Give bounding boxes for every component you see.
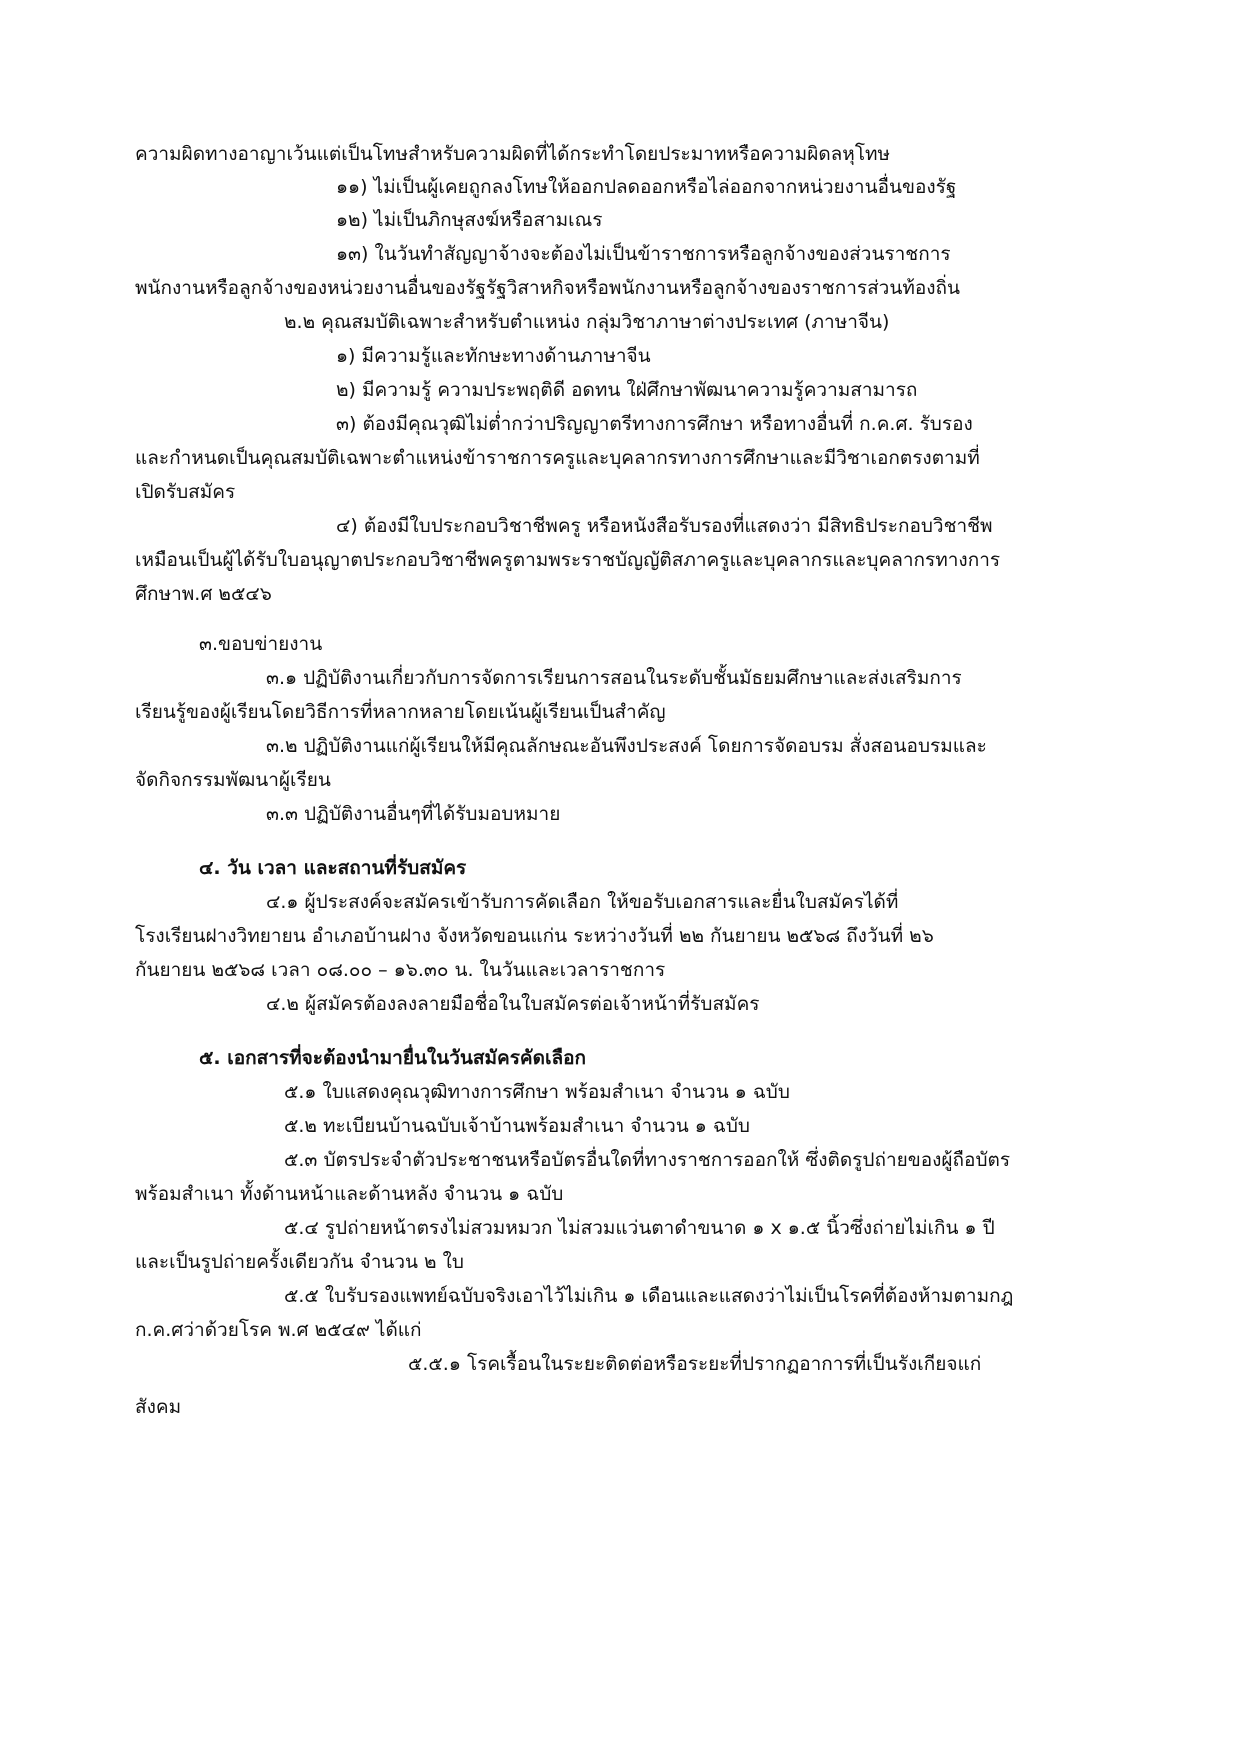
text-line: ก.ค.ศว่าด้วยโรค พ.ศ ๒๕๔๙ ได้แก่ (135, 1319, 422, 1341)
section-heading: ๓.ขอบข่ายงาน (199, 633, 323, 655)
text-line: ๔) ต้องมีใบประกอบวิชาชีพครู หรือหนังสือรับรองที่แสดงว่า มีสิทธิประกอบวิชาชีพ (336, 515, 993, 537)
text-line: พนักงานหรือลูกจ้างของหน่วยงานอื่นของรัฐรัฐวิสาหกิจหรือพนักงานหรือลูกจ้างของราชการส่วนท้องถิ่น (135, 277, 961, 299)
section-heading: ๒.๒ คุณสมบัติเฉพาะสำหรับตำแหน่ง กลุ่มวิชาภาษาต่างประเทศ (ภาษาจีน) (284, 311, 890, 333)
text-line: ๒) มีความรู้ ความประพฤติดี อดทน ใฝ่ศึกษาพัฒนาความรู้ความสามารถ (336, 379, 918, 401)
text-line: โรงเรียนฝางวิทยายน อำเภอบ้านฝาง จังหวัดขอนแก่น ระหว่างวันที่ ๒๒ กันยายน ๒๕๖๘ ถึงวันที่ ๒๖ (135, 925, 934, 947)
text-line: ๓.๓ ปฏิบัติงานอื่นๆที่ได้รับมอบหมาย (266, 803, 561, 825)
text-line: กันยายน ๒๕๖๘ เวลา ๐๘.๐๐ – ๑๖.๓๐ น. ในวันและเวลาราชการ (135, 959, 666, 981)
text-line: ๑) มีความรู้และทักษะทางด้านภาษาจีน (336, 345, 651, 367)
section-heading: ๕. เอกสารที่จะต้องนำมายื่นในวันสมัครคัดเลือก (199, 1047, 587, 1069)
text-line: ๓.๒ ปฏิบัติงานแก่ผู้เรียนให้มีคุณลักษณะอันพึงประสงค์ โดยการจัดอบรม สั่งสอนอบรมและ (266, 735, 987, 757)
text-line: ๕.๕.๑ โรคเรื้อนในระยะติดต่อหรือระยะที่ปรากฏอาการที่เป็นรังเกียจแก่ (408, 1353, 982, 1375)
text-line: สังคม (135, 1396, 182, 1418)
text-line: เรียนรู้ของผู้เรียนโดยวิธีการที่หลากหลายโดยเน้นผู้เรียนเป็นสำคัญ (135, 701, 666, 723)
text-line: ๓.๑ ปฏิบัติงานเกี่ยวกับการจัดการเรียนการสอนในระดับชั้นมัธยมศึกษาและส่งเสริมการ (266, 667, 962, 689)
section-heading: ๔. วัน เวลา และสถานที่รับสมัคร (199, 857, 467, 879)
text-line: ศึกษาพ.ศ ๒๕๔๖ (135, 583, 272, 605)
text-line: ๔.๒ ผู้สมัครต้องลงลายมือชื่อในใบสมัครต่อเจ้าหน้าที่รับสมัคร (266, 993, 760, 1015)
text-line: ความผิดทางอาญาเว้นแต่เป็นโทษสำหรับความผิดที่ได้กระทำโดยประมาทหรือความผิดลหุโทษ (135, 143, 891, 165)
text-line: ๑๑) ไม่เป็นผู้เคยถูกลงโทษให้ออกปลดออกหรือไล่ออกจากหน่วยงานอื่นของรัฐ (336, 176, 957, 198)
text-line: ๑๓) ในวันทำสัญญาจ้างจะต้องไม่เป็นข้าราชการหรือลูกจ้างของส่วนราชการ (336, 243, 951, 265)
text-line: ๑๒) ไม่เป็นภิกษุสงฆ์หรือสามเณร (336, 209, 603, 231)
text-line: และกำหนดเป็นคุณสมบัติเฉพาะตำแหน่งข้าราชการครูและบุคลากรทางการศึกษาและมีวิชาเอกตรงตามที่ (135, 447, 980, 469)
text-line: ๓) ต้องมีคุณวุฒิไม่ต่ำกว่าปริญญาตรีทางการศึกษา หรือทางอื่นที่ ก.ค.ศ. รับรอง (336, 413, 973, 435)
text-line: ๕.๒ ทะเบียนบ้านฉบับเจ้าบ้านพร้อมสำเนา จำนวน ๑ ฉบับ (284, 1115, 750, 1137)
text-line: ๕.๕ ใบรับรองแพทย์ฉบับจริงเอาไว้ไม่เกิน ๑ เดือนและแสดงว่าไม่เป็นโรคที่ต้องห้ามตามกฎ (284, 1285, 1014, 1307)
text-line: ๕.๑ ใบแสดงคุณวุฒิทางการศึกษา พร้อมสำเนา จำนวน ๑ ฉบับ (284, 1081, 790, 1103)
text-line: ๕.๔ รูปถ่ายหน้าตรงไม่สวมหมวก ไม่สวมแว่นตาดำขนาด ๑ x ๑.๕ นิ้วซึ่งถ่ายไม่เกิน ๑ ปี (284, 1217, 995, 1239)
text-line: และเป็นรูปถ่ายครั้งเดียวกัน จำนวน ๒ ใบ (135, 1251, 464, 1273)
text-line: ๕.๓ บัตรประจำตัวประชาชนหรือบัตรอื่นใดที่ทางราชการออกให้ ซึ่งติดรูปถ่ายของผู้ถือบัตร (284, 1149, 1011, 1171)
text-line: ๔.๑ ผู้ประสงค์จะสมัครเข้ารับการคัดเลือก ให้ขอรับเอกสารและยื่นใบสมัครได้ที่ (266, 891, 899, 913)
text-line: จัดกิจกรรมพัฒนาผู้เรียน (135, 769, 331, 791)
text-line: เหมือนเป็นผู้ได้รับใบอนุญาตประกอบวิชาชีพครูตามพระราชบัญญัติสภาครูและบุคลากรและบุคลากรทางการ (135, 549, 1001, 571)
text-line: พร้อมสำเนา ทั้งด้านหน้าและด้านหลัง จำนวน ๑ ฉบับ (135, 1183, 564, 1205)
text-line: เปิดรับสมัคร (135, 481, 236, 503)
